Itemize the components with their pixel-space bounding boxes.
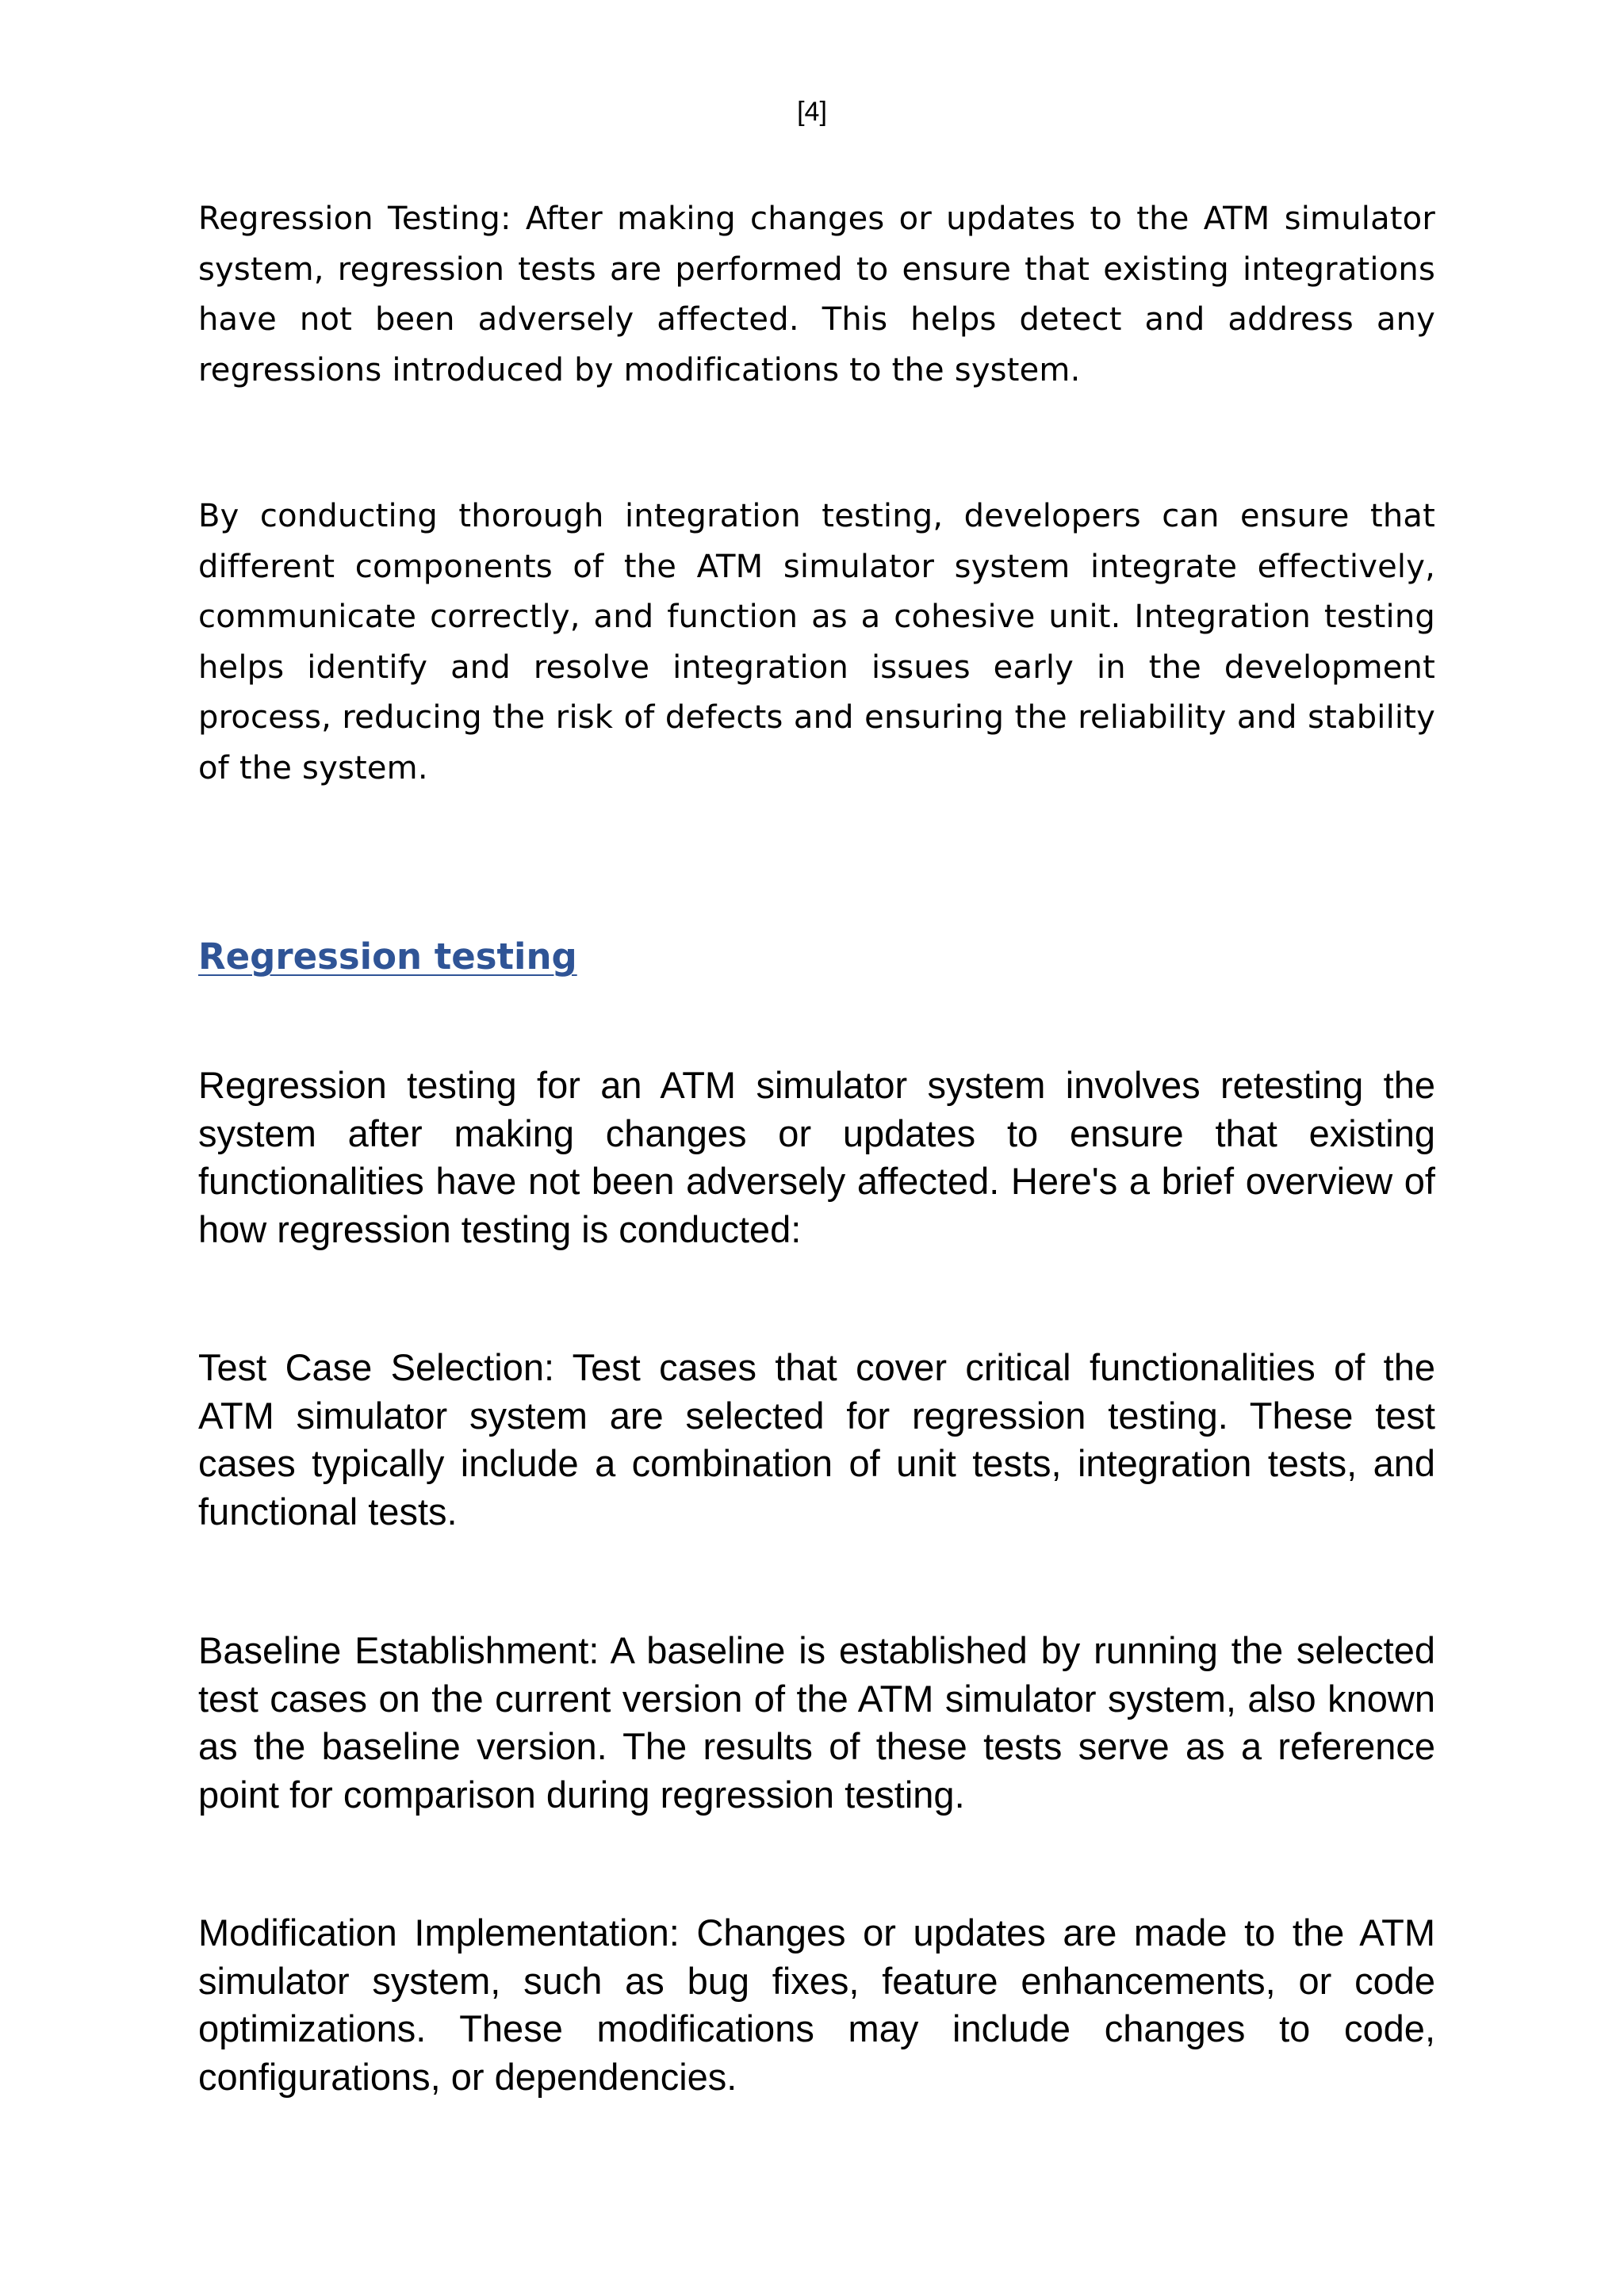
paragraph-regression-intro: Regression testing for an ATM simulator system involves retesting the system after making changes or updates to ensure that existing functionalities have not been adversely affected. Here's a brief overview of how regression testing is conducted: [198,1064,1435,1250]
paragraph-baseline-establishment: Baseline Establishment: A baseline is established by running the selected test cases on the current version of the ATM simulator system, also known as the baseline version. The results of these tests serve as a reference point for comparison during regression testing. [198,1629,1435,1816]
section-heading-regression-testing: Regression testing [198,936,577,978]
page-number: [4] [797,97,827,127]
baseline-establishment-block [198,1627,1435,1819]
test-case-selection-block [198,1344,1435,1536]
paragraph-integration-conclusion: By conducting thorough integration testing, developers can ensure that different components of the ATM simulator system integrate effectively, communicate correctly, and function as a cohesive unit. Integration testing helps identify and resolve integration issues early in the development process, reducing the risk of defects and ensuring the reliability and stability of the system. [198,498,1435,786]
section-heading-block [198,936,1435,978]
modification-implementation-block [198,1909,1435,2101]
regression-intro-block [198,1062,1435,1253]
paragraph-test-case-selection: Test Case Selection: Test cases that cover critical functionalities of the ATM simulator system are selected for regression testing. These test cases typically include a combination of unit tests, integration tests, and functional tests. [198,1346,1435,1533]
paragraph-modification-implementation: Modification Implementation: Changes or updates are made to the ATM simulator system, such as bug fixes, feature enhancements, or code optimizations. These modifications may include changes to code, configurations, or dependencies. [198,1911,1435,2098]
paragraph-regression-testing: Regression Testing: After making changes or updates to the ATM simulator system, regression tests are performed to ensure that existing integrations have not been adversely affected. This helps detect and address any regressions introduced by modifications to the system. [198,201,1435,388]
paragraph-integration-conclusion-block [198,492,1435,794]
paragraph-regression-testing-block [198,194,1435,396]
